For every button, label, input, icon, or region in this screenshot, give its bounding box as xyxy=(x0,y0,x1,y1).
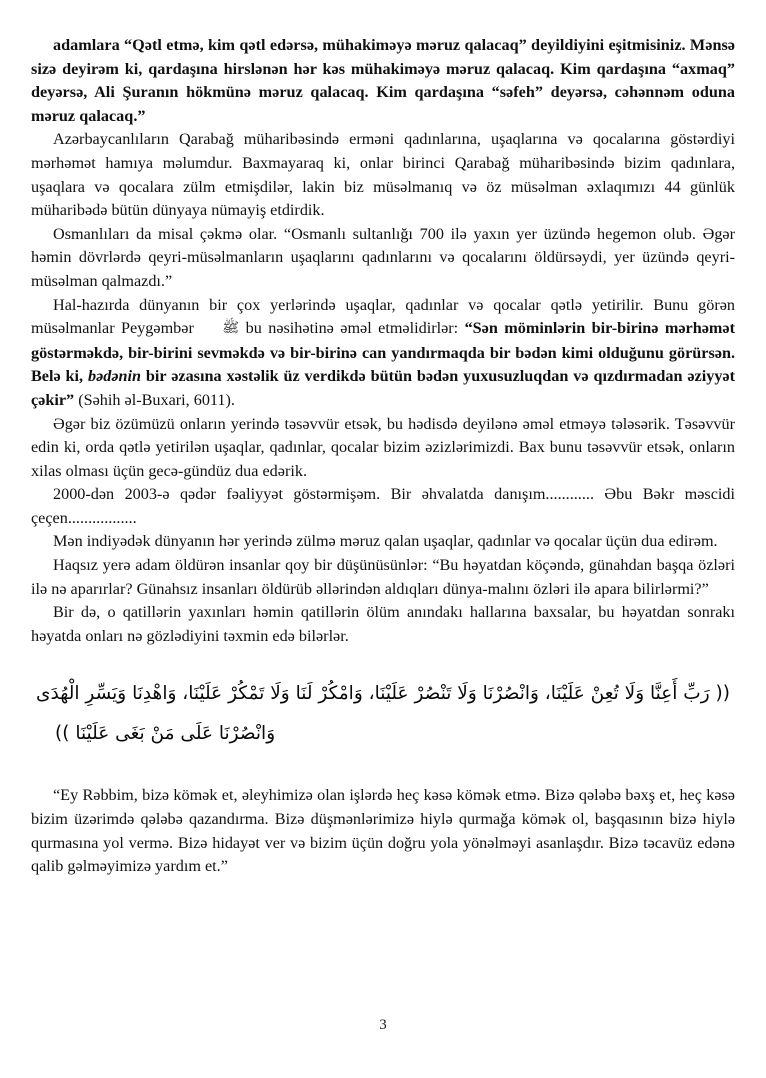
hadith-mid-text: bu nəsihətinə əməl etməlidirlər: xyxy=(239,319,465,338)
paragraph-imagine: Əgər biz özümüzü onların yerində təsəvvür etsək, bu hədisdə deyilənə əməl etməyə tələsərik. Təsəvvür edin ki, orda qətlə yetirilən uşaqlar, qadınlar, qocalar bizim əzizlərimizdi. Bax bunu təsəvvür etsək, onların xilas olması üçün gecə-gündüz dua edərik. xyxy=(31,414,735,480)
paragraph-dua-translation: “Ey Rəbbim, bizə kömək et, əleyhimizə olan işlərdə heç kəsə kömək etmə. Bizə qələbə bəxş et, heç kəsə bizim üzərimdə qələbə qazandırma. Bizə düşmənlərimizə hiylə qurmağa kömək ol, başqasının bizə hiylə qurmasına yol vermə. Bizə hidayət ver və bizim üçün doğru yola yönəlməyi asanlaşdır. Bizə təcavüz edənə qalib gəlməyimizə yardım et.” xyxy=(31,786,735,876)
paragraph-prayer: Mən indiyədək dünyanın hər yerində zülmə məruz qalan uşaqlar, qadınlar və qocalar üçün dua edirəm. xyxy=(53,532,718,551)
paragraph-killers-question: Haqsız yerə adam öldürən insanlar qoy bir düşünüsünlər: “Bu həyatdan köçəndə, günahdan başqa özləri ilə nə aparırlar? Günahsız insanları öldürüb əllərindən aldıqları dünya-malını özləri ilə apara bilirlərmi?” xyxy=(31,556,735,598)
hadith-citation: (Səhih əl-Buxari, 6011). xyxy=(74,390,235,409)
peace-be-upon-him-icon: ﷺ xyxy=(222,320,240,337)
paragraph-ottoman: Osmanlıları da misal çəkmə olar. “Osmanlı sultanlığı 700 ilə yaxın yer üzündə hegemon olub. Əgər həmin dövrlərdə qeyri-müsəlmanların uşaqlarını qadınlarını və qocalarını öldürsəydi, yer üzündə qeyri-müsəlman qalmazdı.” xyxy=(31,224,735,290)
paragraph-years: 2000-dən 2003-ə qədər fəaliyyət göstərmişəm. Bir əhvalatda danışım............ Əbu Bəkr məscidi çeçen................. xyxy=(31,485,735,527)
page-number: 3 xyxy=(379,1017,387,1033)
spacer-below-arabic xyxy=(31,754,735,784)
paragraph-hadith xyxy=(31,294,735,413)
hadith-quote-part-one: “Sən möminlərin bir-birinə mərhəmət göstərməkdə, bir-birini sevməkdə və bir-birinə can yandırmaqda bir bədən kimi olduğunu görürsən. Belə ki, xyxy=(31,319,735,386)
paragraph-karabakh: Azərbaycanlıların Qarabağ müharibəsində erməni qadınlarına, uşaqlarına və qocalarına göstərdiyi mərhəmət hamıya məlumdur. Baxmayaraq ki, onlar birinci Qarabağ müharibəsində bizim qadınlara, uşaqlara və qocalara zülm etmişdilər, lakin biz müsəlmanıq və öz müsəlman əxlaqımızı 44 günlük müharibədə bütün dünyaya nümayiş etdirdik. xyxy=(31,130,735,220)
spacer-above-arabic xyxy=(31,648,735,674)
arabic-dua-line-1: (( رَبِّ أَعِنَّا وَلَا تُعِنْ عَلَيْنَا، وَانْصُرْنَا وَلَا تَنْصُرْ عَلَيْنَا، وَامْكُرْ لَنَا وَلَا تَمْكُرْ عَلَيْنَا، وَاهْدِنَا وَيَسِّرِ الْهُدَى xyxy=(36,683,730,705)
paragraph-afterlife: Bir də, o qatillərin yaxınları həmin qatillərin ölüm anındakı hallarına baxsalar, bu həyatdan sonrakı həyatda onları nə gözlədiyini təxmin edə bilərlər. xyxy=(31,603,735,645)
text-column xyxy=(31,34,735,879)
arabic-dua-line-2: وَانْصُرْنَا عَلَى مَنْ بَغَى عَلَيْنَا )) xyxy=(55,723,276,745)
hadith-quote-italic-word: bədənin xyxy=(87,367,142,386)
paragraph-opening-bold: adamlara “Qətl etmə, kim qətl edərsə, mühakiməyə məruz qalacaq” deyildiyini eşitmisiniz. Mənsə sizə deyirəm ki, qardaşına hirslənən hər kəs mühakiməyə məruz qalacaq. Kim qardaşına “axmaq” deyərsə, Ali Şuranın hökmünə məruz qalacaq. Kim qardaşına “səfeh” deyərsə, cəhənnəm oduna məruz qalacaq.” xyxy=(31,36,735,125)
hadith-quote-part-two: bir əzasına xəstəlik üz verdikdə bütün bədən yuxusuzluqdan və qızdırmadan əziyyət çəkir” xyxy=(31,367,735,409)
arabic-dua-block xyxy=(31,674,735,754)
hadith-lead-text: Hal-hazırda dünyanın bir çox yerlərində uşaqlar, qadınlar və qocalar qətlə yetirilir. Bunu görən müsəlmanlar Peygəmbər xyxy=(31,295,735,338)
